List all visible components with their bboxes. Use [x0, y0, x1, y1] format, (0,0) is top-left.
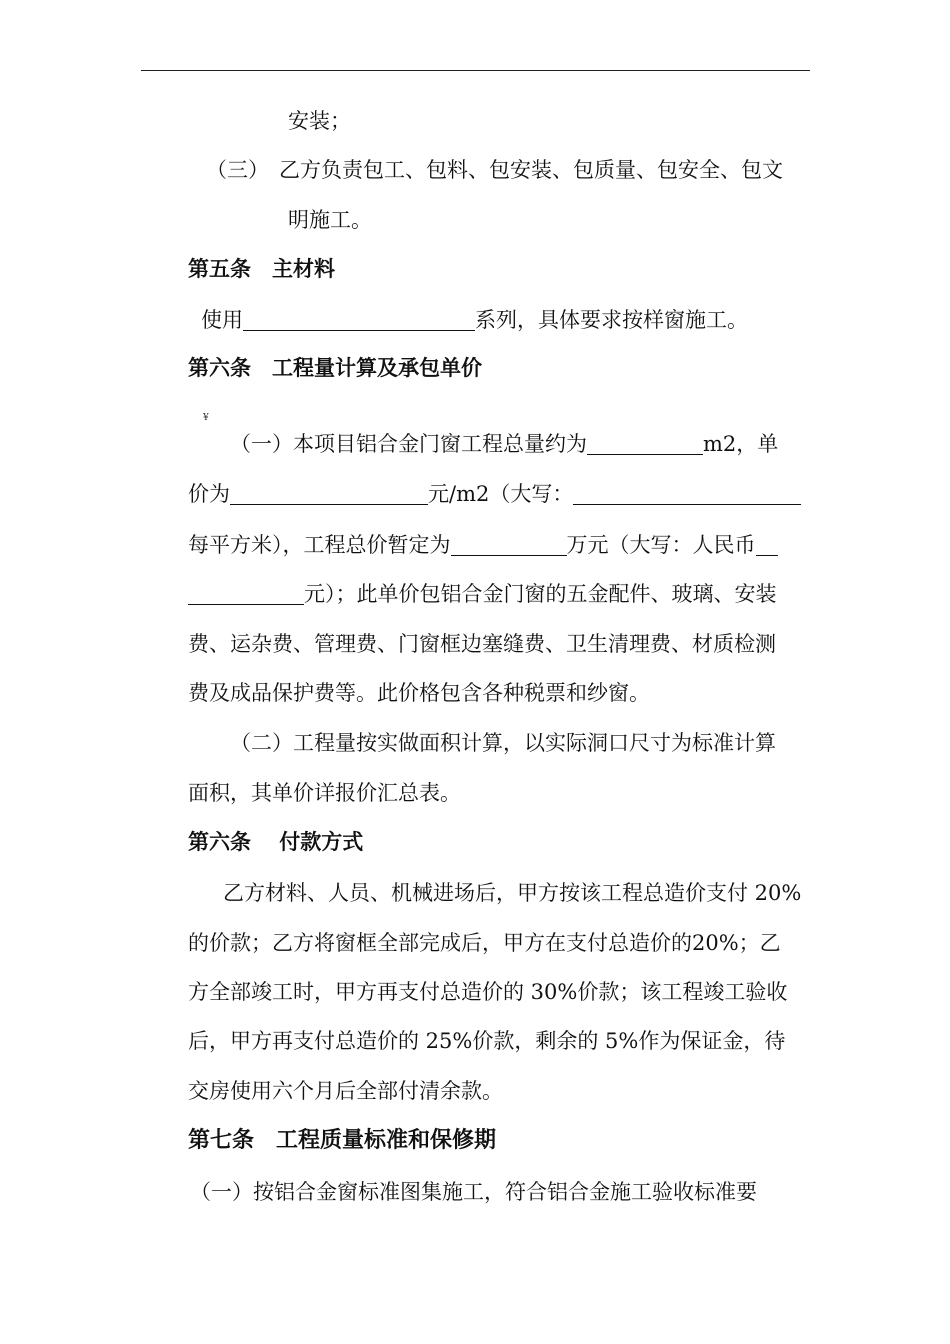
article-6-p1-line4 — [188, 579, 777, 609]
p1-text-d: 元/m2（大写： — [428, 482, 574, 506]
payment-line2: 的价款；乙方将窗框全部完成后，甲方在支付总造价的20%；乙 — [188, 931, 781, 955]
unit-price-blank — [230, 482, 428, 505]
article-6-p1-line2 — [188, 479, 801, 509]
p1-text-b: m2，单 — [703, 432, 779, 456]
stray-mark: ¥ — [203, 413, 209, 423]
p1-text-a: （一）本项目铝合金门窗工程总量约为 — [230, 432, 587, 456]
article-6-heading: 第六条 工程量计算及承包单价 — [188, 355, 482, 380]
p1-text-c: 价为 — [188, 482, 230, 506]
payment-line1: 乙方材料、人员、机械进场后，甲方按该工程总造价支付 20% — [223, 881, 802, 905]
article-5-pre: 使用 — [201, 308, 243, 332]
total-price-blank — [451, 533, 567, 556]
article-5-heading: 第五条 主材料 — [188, 256, 335, 281]
p1-text-f: 万元（大写：人民币 — [566, 533, 756, 557]
quantity-blank — [587, 432, 703, 455]
item-3-number: （三） — [206, 158, 269, 182]
article-7-line1: （一）按铝合金窗标准图集施工，符合铝合金施工验收标准要 — [190, 1180, 757, 1204]
article-6-p1-line3 — [188, 530, 778, 560]
article-6-p1-line6: 费及成品保护费等。此价格包含各种税票和纱窗。 — [188, 681, 650, 705]
item-3 — [206, 155, 783, 185]
series-blank — [243, 308, 475, 331]
article-5-body — [201, 305, 748, 335]
article-5-post: 系列，具体要求按样窗施工。 — [475, 308, 748, 332]
item-3-continuation: 明施工。 — [288, 208, 372, 232]
payment-heading: 第六条 付款方式 — [188, 829, 364, 854]
total-words-blank-start — [756, 533, 778, 556]
total-words-blank — [188, 582, 304, 605]
article-6-p1-line1 — [230, 429, 778, 459]
payment-line3: 方全部竣工时，甲方再支付总造价的 30%价款；该工程竣工验收 — [188, 980, 788, 1004]
article-6-p2-line2: 面积，其单价详报价汇总表。 — [188, 781, 461, 805]
continuation-text: 安装； — [288, 109, 351, 133]
payment-line4: 后，甲方再支付总造价的 25%价款，剩余的 5%作为保证金，待 — [188, 1029, 786, 1053]
item-3-text: 乙方负责包工、包料、包安装、包质量、包安全、包文 — [279, 158, 783, 182]
payment-line5: 交房使用六个月后全部付清余款。 — [188, 1079, 503, 1103]
unit-price-words-blank — [573, 482, 801, 505]
article-6-p1-line5: 费、运杂费、管理费、门窗框边塞缝费、卫生清理费、材质检测 — [188, 632, 776, 656]
article-7-heading: 第七条 工程质量标准和保修期 — [188, 1127, 497, 1153]
p1-text-g: 元）；此单价包铝合金门窗的五金配件、玻璃、安装 — [304, 582, 777, 606]
p1-text-e: 每平方米），工程总价暂定为 — [188, 533, 451, 557]
article-6-p2-line1: （二）工程量按实做面积计算，以实际洞口尺寸为标准计算 — [230, 731, 776, 755]
header-rule — [141, 70, 810, 71]
